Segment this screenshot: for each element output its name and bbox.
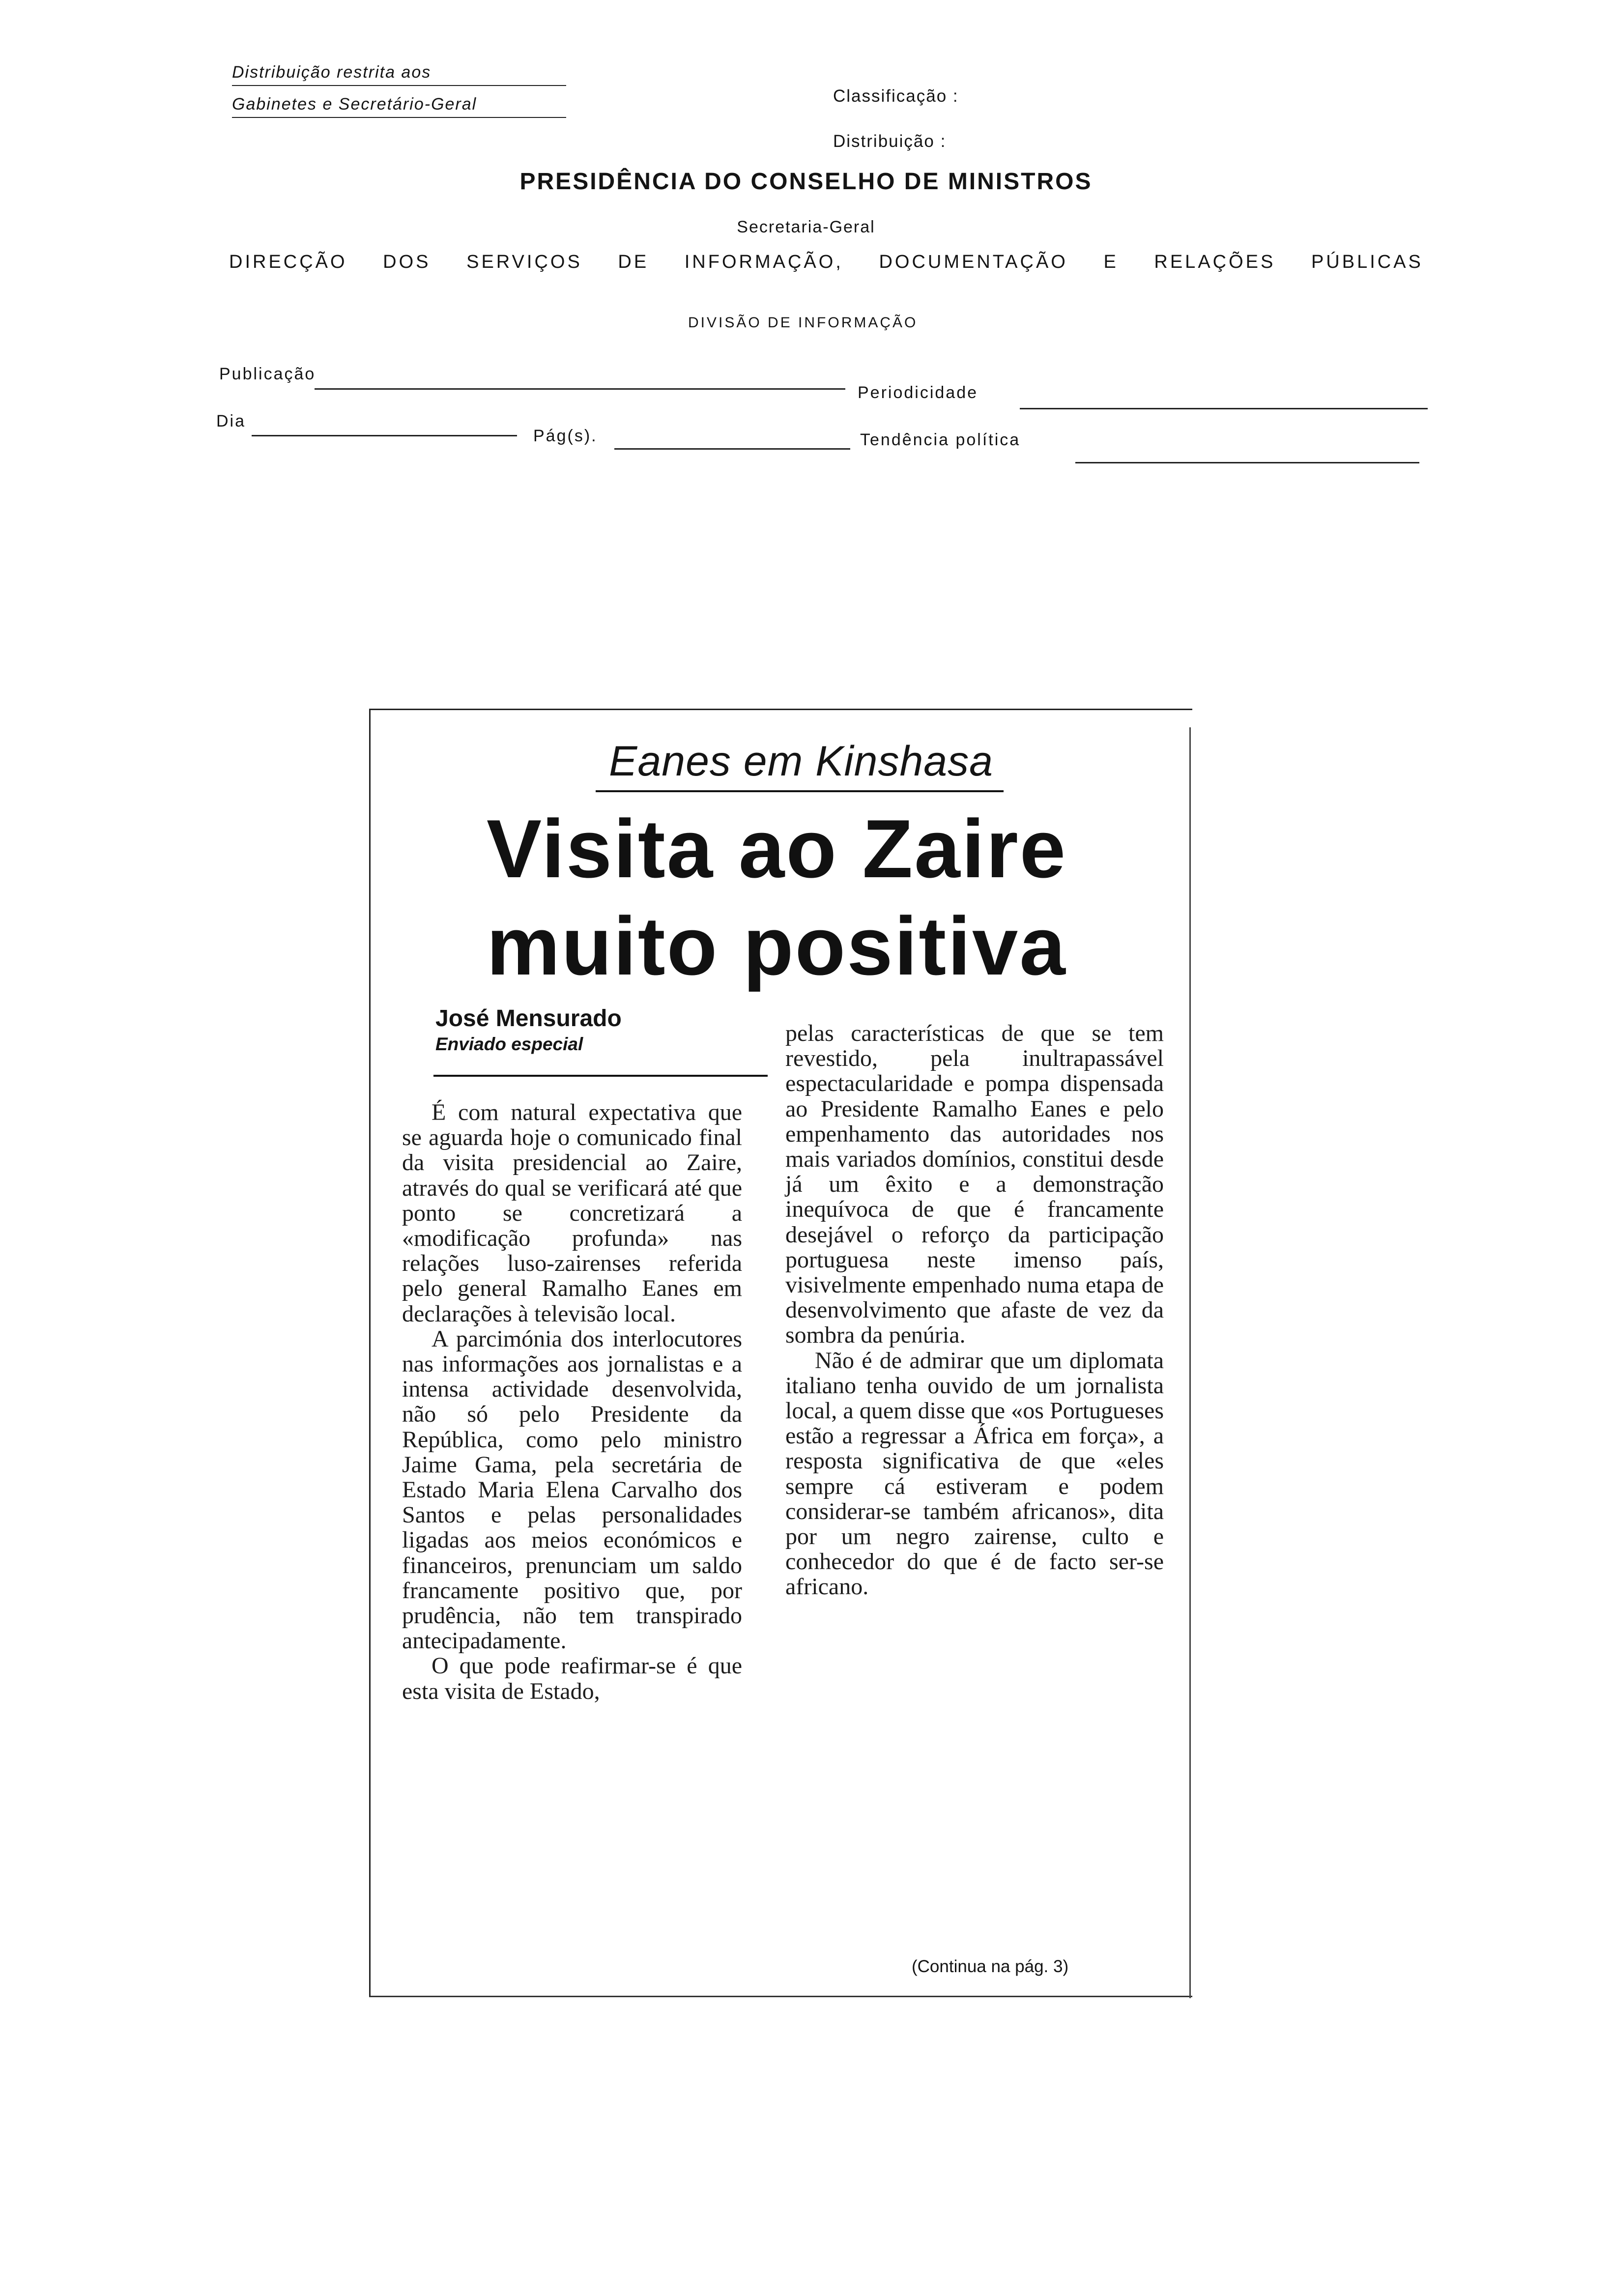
headline-line-1: Visita ao Zaire — [487, 803, 1067, 895]
distribution-line-2: Gabinetes e Secretário-Geral — [232, 95, 477, 114]
article-paragraph: É com natural expectativa que se aguarda hoje o comunicado final da visita presidencial ao Zaire, através do qual se verificará até que ponto se concretizará a «modificação profunda» nas relações luso-zairenses referida pelo general Ramalho Eanes em declarações à televisão local. — [402, 1099, 742, 1327]
direccao-word: DIRECÇÃO — [229, 252, 347, 272]
periodicidade-label: Periodicidade — [858, 383, 979, 402]
periodicidade-rule — [1020, 408, 1428, 409]
classification-block — [833, 74, 959, 164]
continued-note: (Continua na pág. 3) — [912, 1957, 1069, 1976]
publicacao-label: Publicação — [219, 365, 316, 383]
article-kicker: Eanes em Kinshasa — [609, 738, 993, 785]
tendencia-label: Tendência política — [860, 430, 1021, 449]
article-paragraph: pelas características de que se tem revestido, pela inultrapassável espectacularidade e pompa dispensada ao Presidente Ramalho Eanes e pelo empenhamento das autoridades nos mais variados domínios, constitui desde já um êxito e a demonstração inequívoca de que é francamente desejável o reforço da participação portuguesa neste imenso país, visivelmente empenhado numa etapa de desenvolvimento que afaste de vez da sombra da penúria. — [785, 1020, 1164, 1349]
classificacao-label: Classificação : — [833, 86, 959, 106]
direccao-word: SERVIÇOS — [466, 252, 582, 272]
distribution-underline — [232, 117, 566, 118]
pags-label: Pág(s). — [533, 427, 598, 445]
dia-rule — [252, 435, 517, 436]
direccao-word: E — [1103, 252, 1119, 272]
presidencia-title: PRESIDÊNCIA DO CONSELHO DE MINISTROS — [519, 169, 1093, 195]
article-column-right — [785, 1021, 1164, 1600]
article-paragraph: O que pode reafirmar-se é que esta visita de Estado, — [402, 1653, 742, 1704]
kicker-underline — [596, 790, 1004, 792]
direccao-word: DE — [618, 252, 649, 272]
headline-line-2: muito positiva — [487, 900, 1067, 992]
dia-label: Dia — [216, 412, 246, 430]
direccao-word: DOCUMENTAÇÃO — [879, 252, 1068, 272]
secretaria-geral: Secretaria-Geral — [737, 218, 875, 236]
divisao-label: DIVISÃO DE INFORMAÇÃO — [688, 315, 918, 331]
direccao-word: RELAÇÕES — [1154, 252, 1276, 272]
distribuicao-label: Distribuição : — [833, 132, 947, 151]
byline-rule — [433, 1075, 768, 1077]
direccao-word: INFORMAÇÃO, — [684, 252, 843, 272]
author-role: Enviado especial — [435, 1034, 583, 1054]
tendencia-rule — [1075, 462, 1419, 463]
author-name: José Mensurado — [435, 1005, 622, 1032]
direccao-line — [229, 252, 1423, 273]
article-headline — [487, 800, 1165, 995]
publicacao-rule — [315, 388, 845, 390]
clipping-right-edge — [1189, 727, 1191, 1998]
direccao-word: DOS — [383, 252, 431, 272]
distribution-line-1: Distribuição restrita aos — [232, 63, 432, 82]
direccao-word: PÚBLICAS — [1311, 252, 1423, 272]
article-paragraph: Não é de admirar que um diplomata italiano tenha ouvido de um jornalista local, a quem disse que «os Portugueses estão a regressar a África em força», a resposta significativa de que «eles sempre cá estiveram e podem considerar-se também africanos», dita por um negro zairense, culto e conhecedor do que é de facto ser-se africano. — [785, 1347, 1164, 1600]
distribution-notice — [232, 63, 566, 127]
article-paragraph: A parcimónia dos interlocutores nas informações aos jornalistas e a intensa actividade desenvolvida, não só pelo Presidente da República, como pelo ministro Jaime Gama, pela secretária de Estado Maria Elena Carvalho dos Santos e pelas personalidades ligadas aos meios económicos e financeiros, prenunciam um saldo francamente positivo que, por prudência, não tem transpirado antecipadamente. — [402, 1325, 742, 1654]
pags-rule — [614, 448, 850, 450]
distribution-underline — [232, 85, 566, 86]
article-column-left — [402, 1100, 742, 1704]
